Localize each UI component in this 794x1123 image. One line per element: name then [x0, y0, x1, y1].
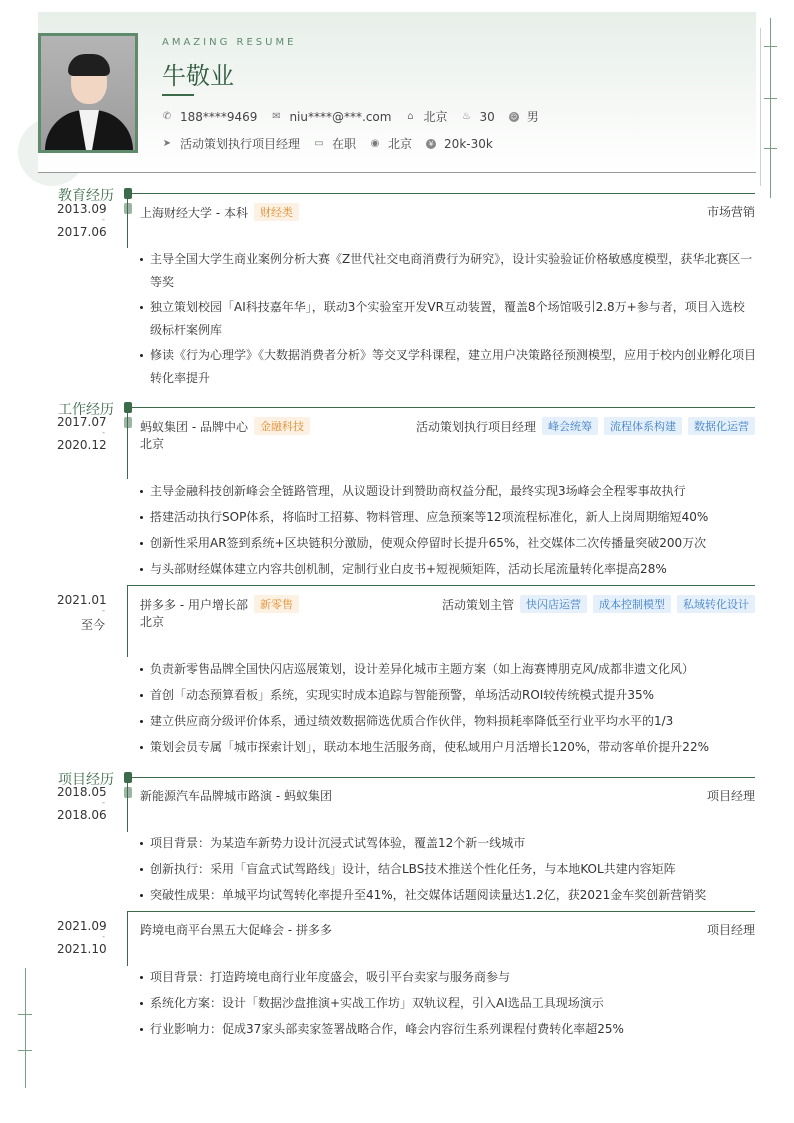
list-item: 搭建活动执行SOP体系，将临时工招募、物料管理、应急预案等12项流程标准化，新人上岗周期缩短40% — [140, 506, 756, 529]
skill-tag: 流程体系构建 — [604, 417, 682, 435]
briefcase-icon: ▭ — [314, 137, 324, 149]
section-title-education: 教育经历 — [58, 188, 114, 204]
role-and-skills — [416, 417, 755, 435]
work2-start-date: 2021.01 — [57, 593, 107, 607]
school-tag: 财经类 — [254, 203, 299, 221]
skill-tag: 数据化运营 — [688, 417, 755, 435]
gender-icon: ☺ — [510, 112, 518, 121]
phone: 188****9469 — [180, 109, 258, 124]
timeline-line — [127, 585, 128, 657]
section-title-projects: 项目经历 — [58, 772, 114, 788]
salary: 20k-30k — [444, 136, 493, 151]
section-knob — [124, 772, 132, 783]
date-separator: - — [102, 932, 105, 941]
location-icon: ◉ — [370, 137, 380, 149]
list-item: 建立供应商分级评价体系，通过绩效数据筛选优质合作伙伴，物料损耗率降低至行业平均水平的1/3 — [140, 710, 756, 733]
company-tag: 金融科技 — [254, 417, 310, 435]
home-icon: ⌂ — [407, 110, 414, 122]
list-item: 修读《行为心理学》《大数据消费者分析》等交叉学科课程，建立用户决策路径预测模型，应用于校内创业孵化项目转化率提升 — [140, 344, 756, 390]
proj1-end-date: 2018.06 — [57, 808, 107, 822]
list-item: 主导金融科技创新峰会全链路管理，从议题设计到赞助商权益分配，最终实现3场峰会全程零事故执行 — [140, 480, 756, 503]
work1-start-date: 2017.07 — [57, 415, 107, 429]
date-separator: - — [102, 215, 105, 224]
job-status: 在职 — [332, 137, 357, 151]
section-knob — [124, 188, 132, 199]
work2-bullets — [140, 658, 756, 759]
email: niu****@***.com — [289, 109, 392, 124]
list-item: 与头部财经媒体建立内容共创机制，定制行业白皮书+短视频矩阵，活动长尾流量转化率提高28% — [140, 558, 756, 581]
skill-tag: 私域转化设计 — [677, 595, 755, 613]
section-knob — [124, 402, 132, 413]
contact-row — [162, 108, 553, 125]
company-name: 蚂蚁集团 - 品牌中心 — [140, 419, 248, 434]
decorative-ruler-right — [770, 18, 771, 198]
target-job: 活动策划执行项目经理 — [180, 137, 301, 151]
list-item: 负责新零售品牌全国快闪店巡展策划，设计差异化城市主题方案（如上海赛博朋克风/成都非遗文化风） — [140, 658, 756, 681]
decorative-line — [760, 28, 761, 186]
candidate-name: 牛敬业 — [162, 62, 234, 90]
major: 市场营销 — [706, 205, 755, 219]
work1-bullets — [140, 480, 756, 581]
entry-divider — [128, 585, 755, 586]
list-item: 项目背景：打造跨境电商行业年度盛会，吸引平台卖家与服务商参与 — [140, 966, 756, 989]
proj2-start-date: 2021.09 — [57, 919, 107, 933]
home-city: 北京 — [423, 110, 448, 124]
company — [140, 417, 310, 435]
resume-subtitle: AMAZING RESUME — [162, 37, 297, 48]
decorative-ruler-left — [25, 968, 26, 1088]
role-and-skills — [442, 595, 755, 613]
timeline-line — [127, 777, 128, 832]
proj2-bullets — [140, 966, 756, 1041]
company-tag: 新零售 — [254, 595, 299, 613]
cake-icon: ♨ — [461, 110, 471, 122]
edu-end-date: 2017.06 — [57, 225, 107, 239]
job-intent-row — [162, 135, 507, 152]
section-title-work: 工作经历 — [58, 402, 114, 418]
send-icon: ➤ — [162, 137, 172, 149]
section-line — [128, 193, 755, 194]
project-role: 项目经理 — [706, 789, 755, 803]
section-line — [128, 407, 755, 408]
edu-bullets — [140, 248, 756, 390]
list-item: 创新性采用AR签到系统+区块链积分激励，使观众停留时长提升65%，社交媒体二次传播量突破200万次 — [140, 532, 756, 555]
date-separator: - — [102, 428, 105, 437]
list-item: 首创「动态预算看板」系统，实现实时成本追踪与智能预警，单场活动ROI较传统模式提升35% — [140, 684, 756, 707]
school-name: 上海财经大学 - 本科 — [140, 205, 248, 220]
skill-tag: 快闪店运营 — [520, 595, 587, 613]
phone-icon: ✆ — [162, 110, 172, 122]
gender: 男 — [526, 110, 539, 124]
avatar-photo — [38, 33, 138, 153]
section-line — [128, 777, 755, 778]
role: 活动策划执行项目经理 — [415, 419, 536, 434]
skill-tag: 峰会统筹 — [542, 417, 598, 435]
timeline-line — [127, 193, 128, 248]
work-city: 北京 — [140, 437, 165, 451]
proj2-end-date: 2021.10 — [57, 942, 107, 956]
project-name: 新能源汽车品牌城市路演 - 蚂蚁集团 — [140, 789, 332, 803]
proj1-start-date: 2018.05 — [57, 785, 107, 799]
list-item: 项目背景：为某造车新势力设计沉浸式试驾体验，覆盖12个新一线城市 — [140, 832, 756, 855]
age: 30 — [479, 109, 495, 124]
list-item: 策划会员专属「城市探索计划」，联动本地生活服务商，使私域用户月活增长120%，带动客单价提升22% — [140, 736, 756, 759]
list-item: 突破性成果：单城平均试驾转化率提升至41%，社交媒体话题阅读量达1.2亿，获2021金车奖创新营销奖 — [140, 884, 756, 907]
role: 活动策划主管 — [441, 597, 514, 612]
list-item: 行业影响力：促成37家头部卖家签署战略合作，峰会内容衍生系列课程付费转化率超25% — [140, 1018, 756, 1041]
skill-tag: 成本控制模型 — [593, 595, 671, 613]
header-divider — [38, 172, 756, 173]
edu-start-date: 2013.09 — [57, 202, 107, 216]
entry-divider — [128, 911, 755, 912]
list-item: 主导全国大学生商业案例分析大赛《Z世代社交电商消费行为研究》，设计实验验证价格敏感度模型，获华北赛区一等奖 — [140, 248, 756, 294]
work-city: 北京 — [140, 615, 165, 629]
project-role: 项目经理 — [706, 923, 755, 937]
date-separator: - — [102, 606, 105, 615]
list-item: 独立策划校园「AI科技嘉年华」，联动3个实验室开发VR互动装置，覆盖8个场馆吸引2.8万+参与者，项目入选校级标杆案例库 — [140, 296, 756, 342]
company — [140, 595, 299, 613]
entry-knob — [124, 787, 132, 798]
company-name: 拼多多 - 用户增长部 — [140, 597, 248, 612]
entry-knob — [124, 203, 132, 214]
timeline-line — [127, 407, 128, 479]
date-separator: - — [102, 798, 105, 807]
name-underline — [162, 94, 194, 96]
timeline-line — [127, 911, 128, 966]
money-icon: ¥ — [426, 139, 436, 149]
school — [140, 203, 299, 221]
list-item: 系统化方案：设计「数据沙盘推演+实战工作坊」双轨议程，引入AI选品工具现场演示 — [140, 992, 756, 1015]
entry-knob — [124, 417, 132, 428]
list-item: 创新执行：采用「盲盒式试驾路线」设计，结合LBS技术推送个性化任务，与本地KOL共建内容矩阵 — [140, 858, 756, 881]
mail-icon: ✉ — [272, 110, 281, 122]
work2-end-date: 至今 — [80, 618, 105, 632]
project-name: 跨境电商平台黑五大促峰会 - 拼多多 — [140, 923, 332, 937]
target-city: 北京 — [388, 137, 413, 151]
work1-end-date: 2020.12 — [57, 438, 107, 452]
proj1-bullets — [140, 832, 756, 907]
